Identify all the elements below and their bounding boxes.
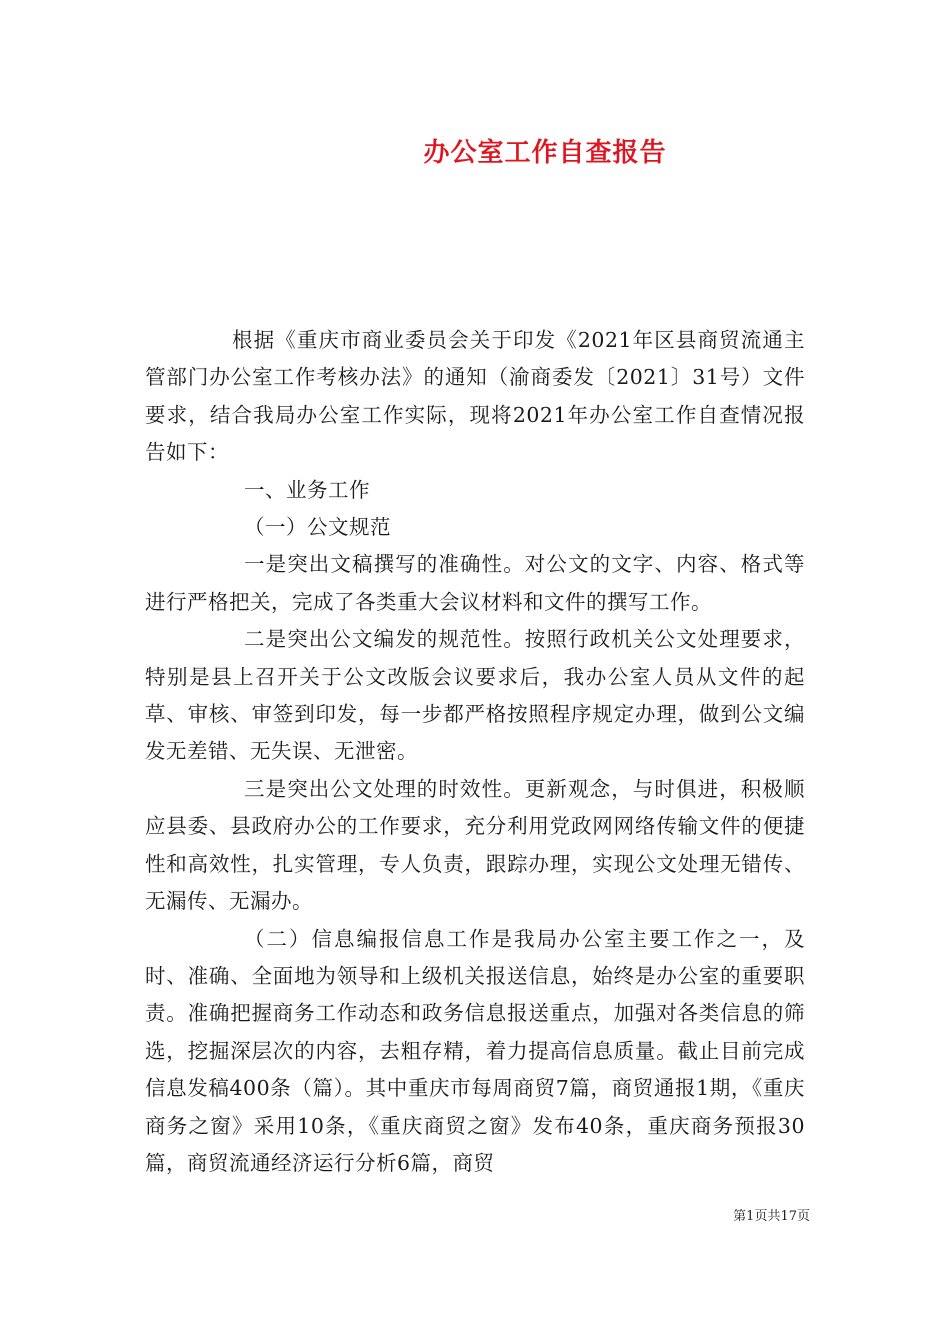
paragraph-information-reporting: （二）信息编报信息工作是我局办公室主要工作之一，及时、准确、全面地为领导和上级机关报送信息，始终是办公室的重要职责。准确把握商务工作动态和政务信息报送重点，加强对各类信息的筛选，挖掘深层次的内容，去粗存精，着力提高信息质量。截止目前完成信息发稿400条（篇）。其中重庆市每周商贸7篇，商贸通报1期，《重庆商务之窗》采用10条，《重庆商贸之窗》发布40条，重庆商务预报30篇，商贸流通经济运行分析6篇，商贸 xyxy=(145,926,805,1175)
subsection-heading-documents: （一）公文规范 xyxy=(244,515,391,540)
paragraph-timeliness: 三是突出公文处理的时效性。更新观念，与时俱进，积极顺应县委、县政府办公的工作要求，充分利用党政网网络传输文件的便捷性和高效性，扎实管理，专人负责，跟踪办理，实现公文处理无错传、无漏传、无漏办。 xyxy=(145,776,805,914)
document-title: 办公室工作自查报告 xyxy=(423,138,667,168)
paragraph-standardization: 二是突出公文编发的规范性。按照行政机关公文处理要求，特别是县上召开关于公文改版会议要求后，我办公室人员从文件的起草、审核、审签到印发，每一步都严格按照程序规定办理，做到公文编发无差错、无失误、无泄密。 xyxy=(145,627,805,764)
page-number: 第1页共17页 xyxy=(733,1209,810,1224)
paragraph-accuracy: 一是突出文稿撰写的准确性。对公文的文字、内容、格式等进行严格把关，完成了各类重大会议材料和文件的撰写工作。 xyxy=(145,552,805,614)
section-heading-business: 一、业务工作 xyxy=(244,477,370,502)
intro-paragraph: 根据《重庆市商业委员会关于印发《2021年区县商贸流通主管部门办公室工作考核办法》的通知（渝商委发〔2021〕31号）文件要求，结合我局办公室工作实际，现将2021年办公室工作自查情况报告如下： xyxy=(145,328,805,465)
document-body xyxy=(145,322,805,1182)
